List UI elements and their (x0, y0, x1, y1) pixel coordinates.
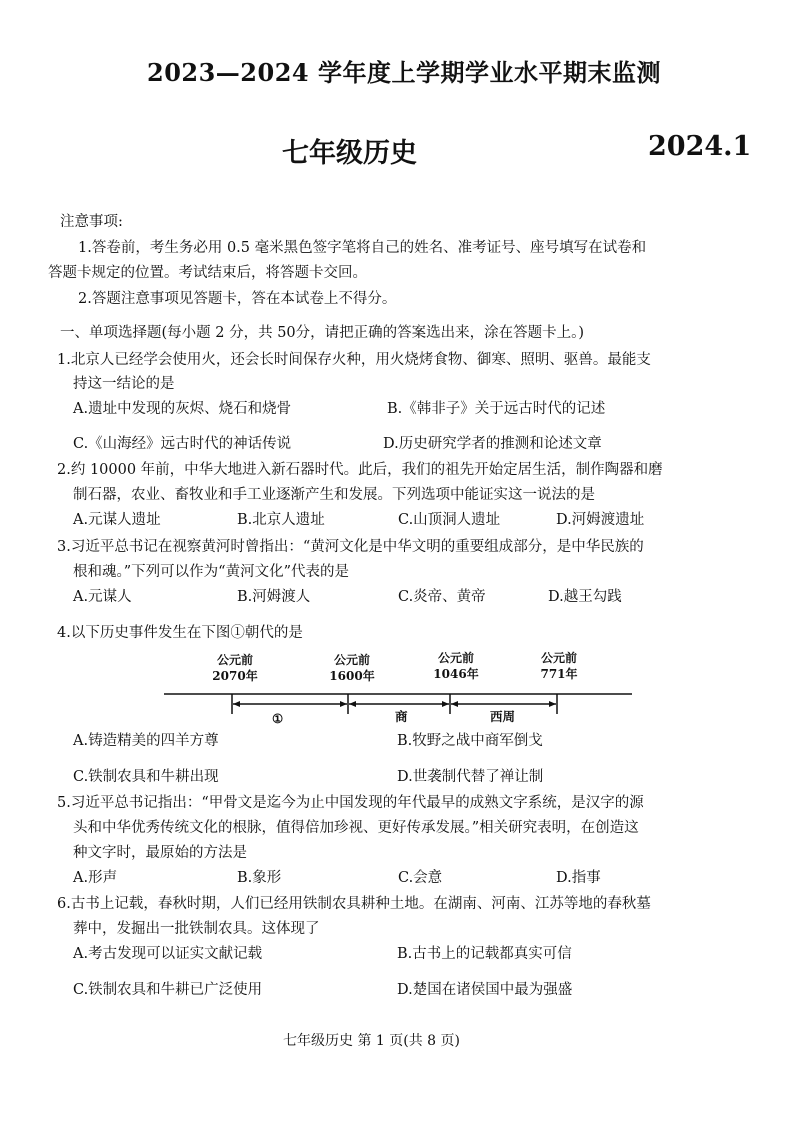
option-b: B.古书上的记载都真实可信 (397, 946, 572, 962)
subject-title: 七年级历史 (282, 138, 417, 169)
option-a: A.考古发现可以证实文献记载 (73, 946, 263, 962)
option-c: C.会意 (398, 870, 443, 886)
option-b: B.北京人遗址 (237, 512, 325, 528)
option-a: A.遗址中发现的灰烬、烧石和烧骨 (73, 401, 292, 417)
question-stem: 6.古书上记载，春秋时期，人们已经用铁制农具耕种土地。在湖南、河南、江苏等地的春秋墓 (57, 896, 651, 912)
option-b: B.《韩非子》关于远古时代的记述 (387, 401, 606, 417)
page-footer: 七年级历史 第 1 页(共 8 页) (283, 1033, 460, 1049)
option-c: C.《山海经》远古时代的神话传说 (73, 436, 292, 452)
option-c: C.铁制农具和牛耕已广泛使用 (73, 982, 263, 998)
question-stem: 1.北京人已经学会使用火，还会长时间保存火种，用火烧烤食物、御寒、照明、驱兽。最能支 (57, 352, 651, 368)
question-stem: 种文字时，最原始的方法是 (73, 845, 247, 861)
option-d: D.河姆渡遗址 (556, 512, 645, 528)
question-stem: 持这一结论的是 (73, 376, 175, 392)
timeline-point-label: 公元前 1600年 (329, 653, 375, 683)
section-heading: 一、单项选择题(每小题 2 分，共 50分，请把正确的答案选出来，涂在答题卡上。) (60, 325, 585, 341)
timeline-point-label: 公元前 1046年 (433, 651, 479, 681)
option-b: B.象形 (237, 870, 282, 886)
question-stem: 5.习近平总书记指出：“甲骨文是迄今为止中国发现的年代最早的成熟文字系统，是汉字的源 (57, 795, 644, 811)
question-stem: 葬中，发掘出一批铁制农具。这体现了 (73, 921, 320, 937)
timeline-segment-1: ① (272, 711, 284, 726)
option-a: A.元谋人 (73, 589, 132, 605)
exam-date: 2024.1 (648, 131, 752, 162)
exam-title: 2023—2024 学年度上学期学业水平期末监测 (147, 58, 661, 87)
option-d: D.历史研究学者的推测和论述文章 (383, 436, 602, 452)
option-b: B.牧野之战中商军倒戈 (397, 733, 543, 749)
option-d: D.楚国在诸侯国中最为强盛 (397, 982, 573, 998)
option-d: D.越王勾践 (548, 589, 622, 605)
option-a: A.铸造精美的四羊方尊 (73, 733, 219, 749)
question-stem: 制石器，农业、畜牧业和手工业逐渐产生和发展。下列选项中能证实这一说法的是 (73, 487, 595, 503)
option-a: A.形声 (73, 870, 118, 886)
option-c: C.山顶洞人遗址 (398, 512, 501, 528)
question-stem: 根和魂。”下列可以作为“黄河文化”代表的是 (73, 564, 349, 580)
question-stem: 头和中华优秀传统文化的根脉，值得倍加珍视、更好传承发展。”相关研究表明，在创造这 (73, 820, 639, 836)
option-c: C.铁制农具和牛耕出现 (73, 769, 219, 785)
question-stem: 4.以下历史事件发生在下图①朝代的是 (57, 625, 303, 641)
option-b: B.河姆渡人 (237, 589, 311, 605)
timeline-point-label: 公元前 2070年 (212, 653, 258, 683)
notice-item: 答题卡规定的位置。考试结束后，将答题卡交回。 (48, 265, 367, 281)
timeline-point-label: 公元前 771年 (540, 651, 578, 681)
notice-item: 2.答题注意事项见答题卡，答在本试卷上不得分。 (78, 291, 397, 307)
question-stem: 2.约 10000 年前，中华大地进入新石器时代。此后，我们的祖先开始定居生活，制作陶器和磨 (57, 462, 663, 478)
timeline-segment-xizhou: 西周 (490, 709, 516, 724)
option-a: A.元谋人遗址 (73, 512, 161, 528)
notice-item: 1.答卷前，考生务必用 0.5 毫米黑色签字笔将自己的姓名、准考证号、座号填写在试卷和 (78, 240, 647, 256)
timeline-segment-shang: 商 (395, 709, 408, 724)
option-d: D.世袭制代替了禅让制 (397, 769, 544, 785)
question-stem: 3.习近平总书记在视察黄河时曾指出：“黄河文化是中华文明的重要组成部分，是中华民族的 (57, 539, 644, 555)
option-c: C.炎帝、黄帝 (398, 589, 486, 605)
notice-heading: 注意事项: (60, 214, 123, 230)
option-d: D.指事 (556, 870, 601, 886)
